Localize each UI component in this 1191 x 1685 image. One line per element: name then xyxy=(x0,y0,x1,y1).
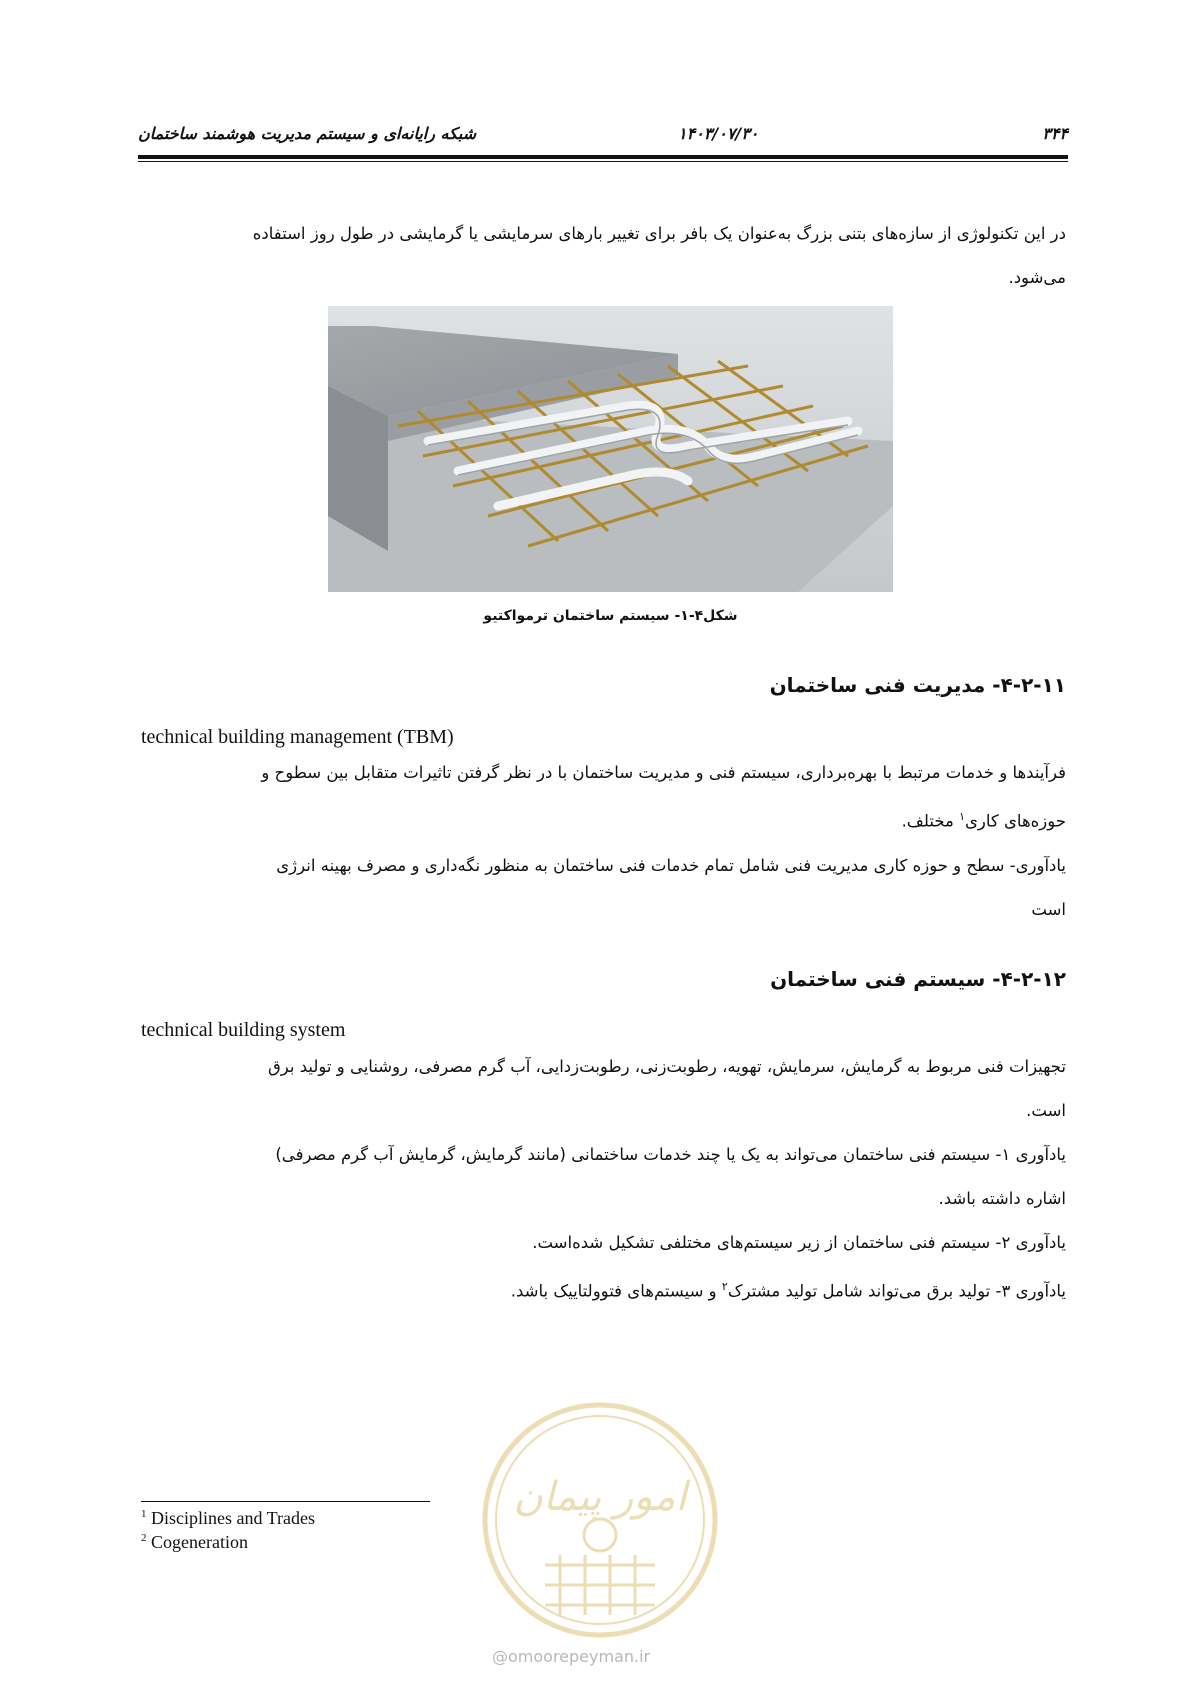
thermoactive-slab-figure xyxy=(328,306,893,592)
footnote-1-number: 1 xyxy=(141,1508,147,1520)
seal-logo-text: امور پیمان xyxy=(513,1474,687,1520)
note3-text-a: یادآوری ۳- تولید برق می‌تواند شامل تولید مشترک xyxy=(727,1281,1066,1301)
section-12-note1-line-1: یادآوری ۱- سیستم فنی ساختمان می‌تواند به یک یا چند خدمات ساختمانی (مانند گرمایش، گرمایش آب گرم مصرفی) xyxy=(275,1145,1066,1164)
footnote-ref-1: ۱ xyxy=(959,810,965,823)
section-11-def-line-2 xyxy=(141,795,1066,844)
page-header xyxy=(138,118,1068,148)
section-12-note2: یادآوری ۲- سیستم فنی ساختمان از زیر سیستم‌های مختلفی تشکیل شده‌است. xyxy=(532,1233,1066,1252)
header-date: ۱۴۰۳/۰۷/۳۰ xyxy=(678,124,759,143)
figure-caption: شکل۴-۱- سیستم ساختمان ترمواکتیو xyxy=(483,608,738,624)
header-title: شبکه رایانه‌ای و سیستم مدیریت هوشمند ساختمان xyxy=(138,124,477,143)
section-12-def-line-1: تجهیزات فنی مربوط به گرمایش، سرمایش، تهویه، رطوبت‌زنی، رطوبت‌زدایی، آب گرم مصرفی، روشنایی و تولید برق xyxy=(267,1057,1066,1076)
header-rule-thin xyxy=(138,161,1068,162)
intro-line-2: می‌شود. xyxy=(1008,268,1066,287)
section-12-def-line-2: است. xyxy=(1026,1101,1066,1120)
def-text-a: حوزه‌های کاری xyxy=(965,811,1066,831)
note3-text-b: و سیستم‌های فتوولتاییک باشد. xyxy=(510,1281,717,1301)
section-12-definition xyxy=(141,1045,1066,1314)
at-icon: @ xyxy=(492,1647,508,1666)
section-11-def-line-1: فرآیندها و خدمات مرتبط با بهره‌برداری، سیستم فنی و مدیریت ساختمان با در نظر گرفتن تاثیرات متقابل بین سطوح و xyxy=(261,763,1066,782)
watermark-seal xyxy=(475,1395,725,1685)
watermark-url xyxy=(492,1647,650,1666)
section-11-note-line-1: یادآوری- سطح و حوزه کاری مدیریت فنی شامل تمام خدمات فنی ساختمان به منظور نگه‌داری و مصرف بهینه انرژی xyxy=(276,855,1066,875)
watermark-url-text: omoorepeyman.ir xyxy=(508,1647,651,1666)
section-11-note-line-2: است xyxy=(1031,899,1066,919)
footnote-1 xyxy=(141,1508,315,1529)
header-rule-thick xyxy=(138,155,1068,159)
footnote-ref-2: ۲ xyxy=(721,1280,728,1293)
page-number: ۳۴۴ xyxy=(1042,124,1068,143)
section-12-note1-line-2: اشاره داشته باشد. xyxy=(938,1189,1066,1208)
intro-paragraph xyxy=(141,212,1066,300)
section-heading-11: ۴-۲-۱۱- مدیریت فنی ساختمان xyxy=(769,673,1066,697)
footnote-1-text: Disciplines and Trades xyxy=(151,1508,315,1528)
thermoactive-slab-illustration xyxy=(328,306,893,592)
section-11-definition xyxy=(141,751,1066,932)
seal-logo-icon xyxy=(475,1395,725,1645)
footnote-2-number: 2 xyxy=(141,1532,147,1544)
footnote-rule xyxy=(141,1501,430,1502)
section-12-note3 xyxy=(141,1265,1066,1314)
section-11-english-term: technical building management (TBM) xyxy=(141,726,454,748)
section-heading-12: ۴-۲-۱۲- سیستم فنی ساختمان xyxy=(770,967,1066,991)
section-12-english-term: technical building system xyxy=(141,1019,346,1041)
footnote-2 xyxy=(141,1532,248,1553)
def-text-b: مختلف. xyxy=(901,811,954,831)
footnote-2-text: Cogeneration xyxy=(151,1532,248,1552)
intro-line-1: در این تکنولوژی از سازه‌های بتنی بزرگ به‌عنوان یک بافر برای تغییر بارهای سرمایشی یا گرمایشی در طول روز استفاده xyxy=(252,224,1066,243)
